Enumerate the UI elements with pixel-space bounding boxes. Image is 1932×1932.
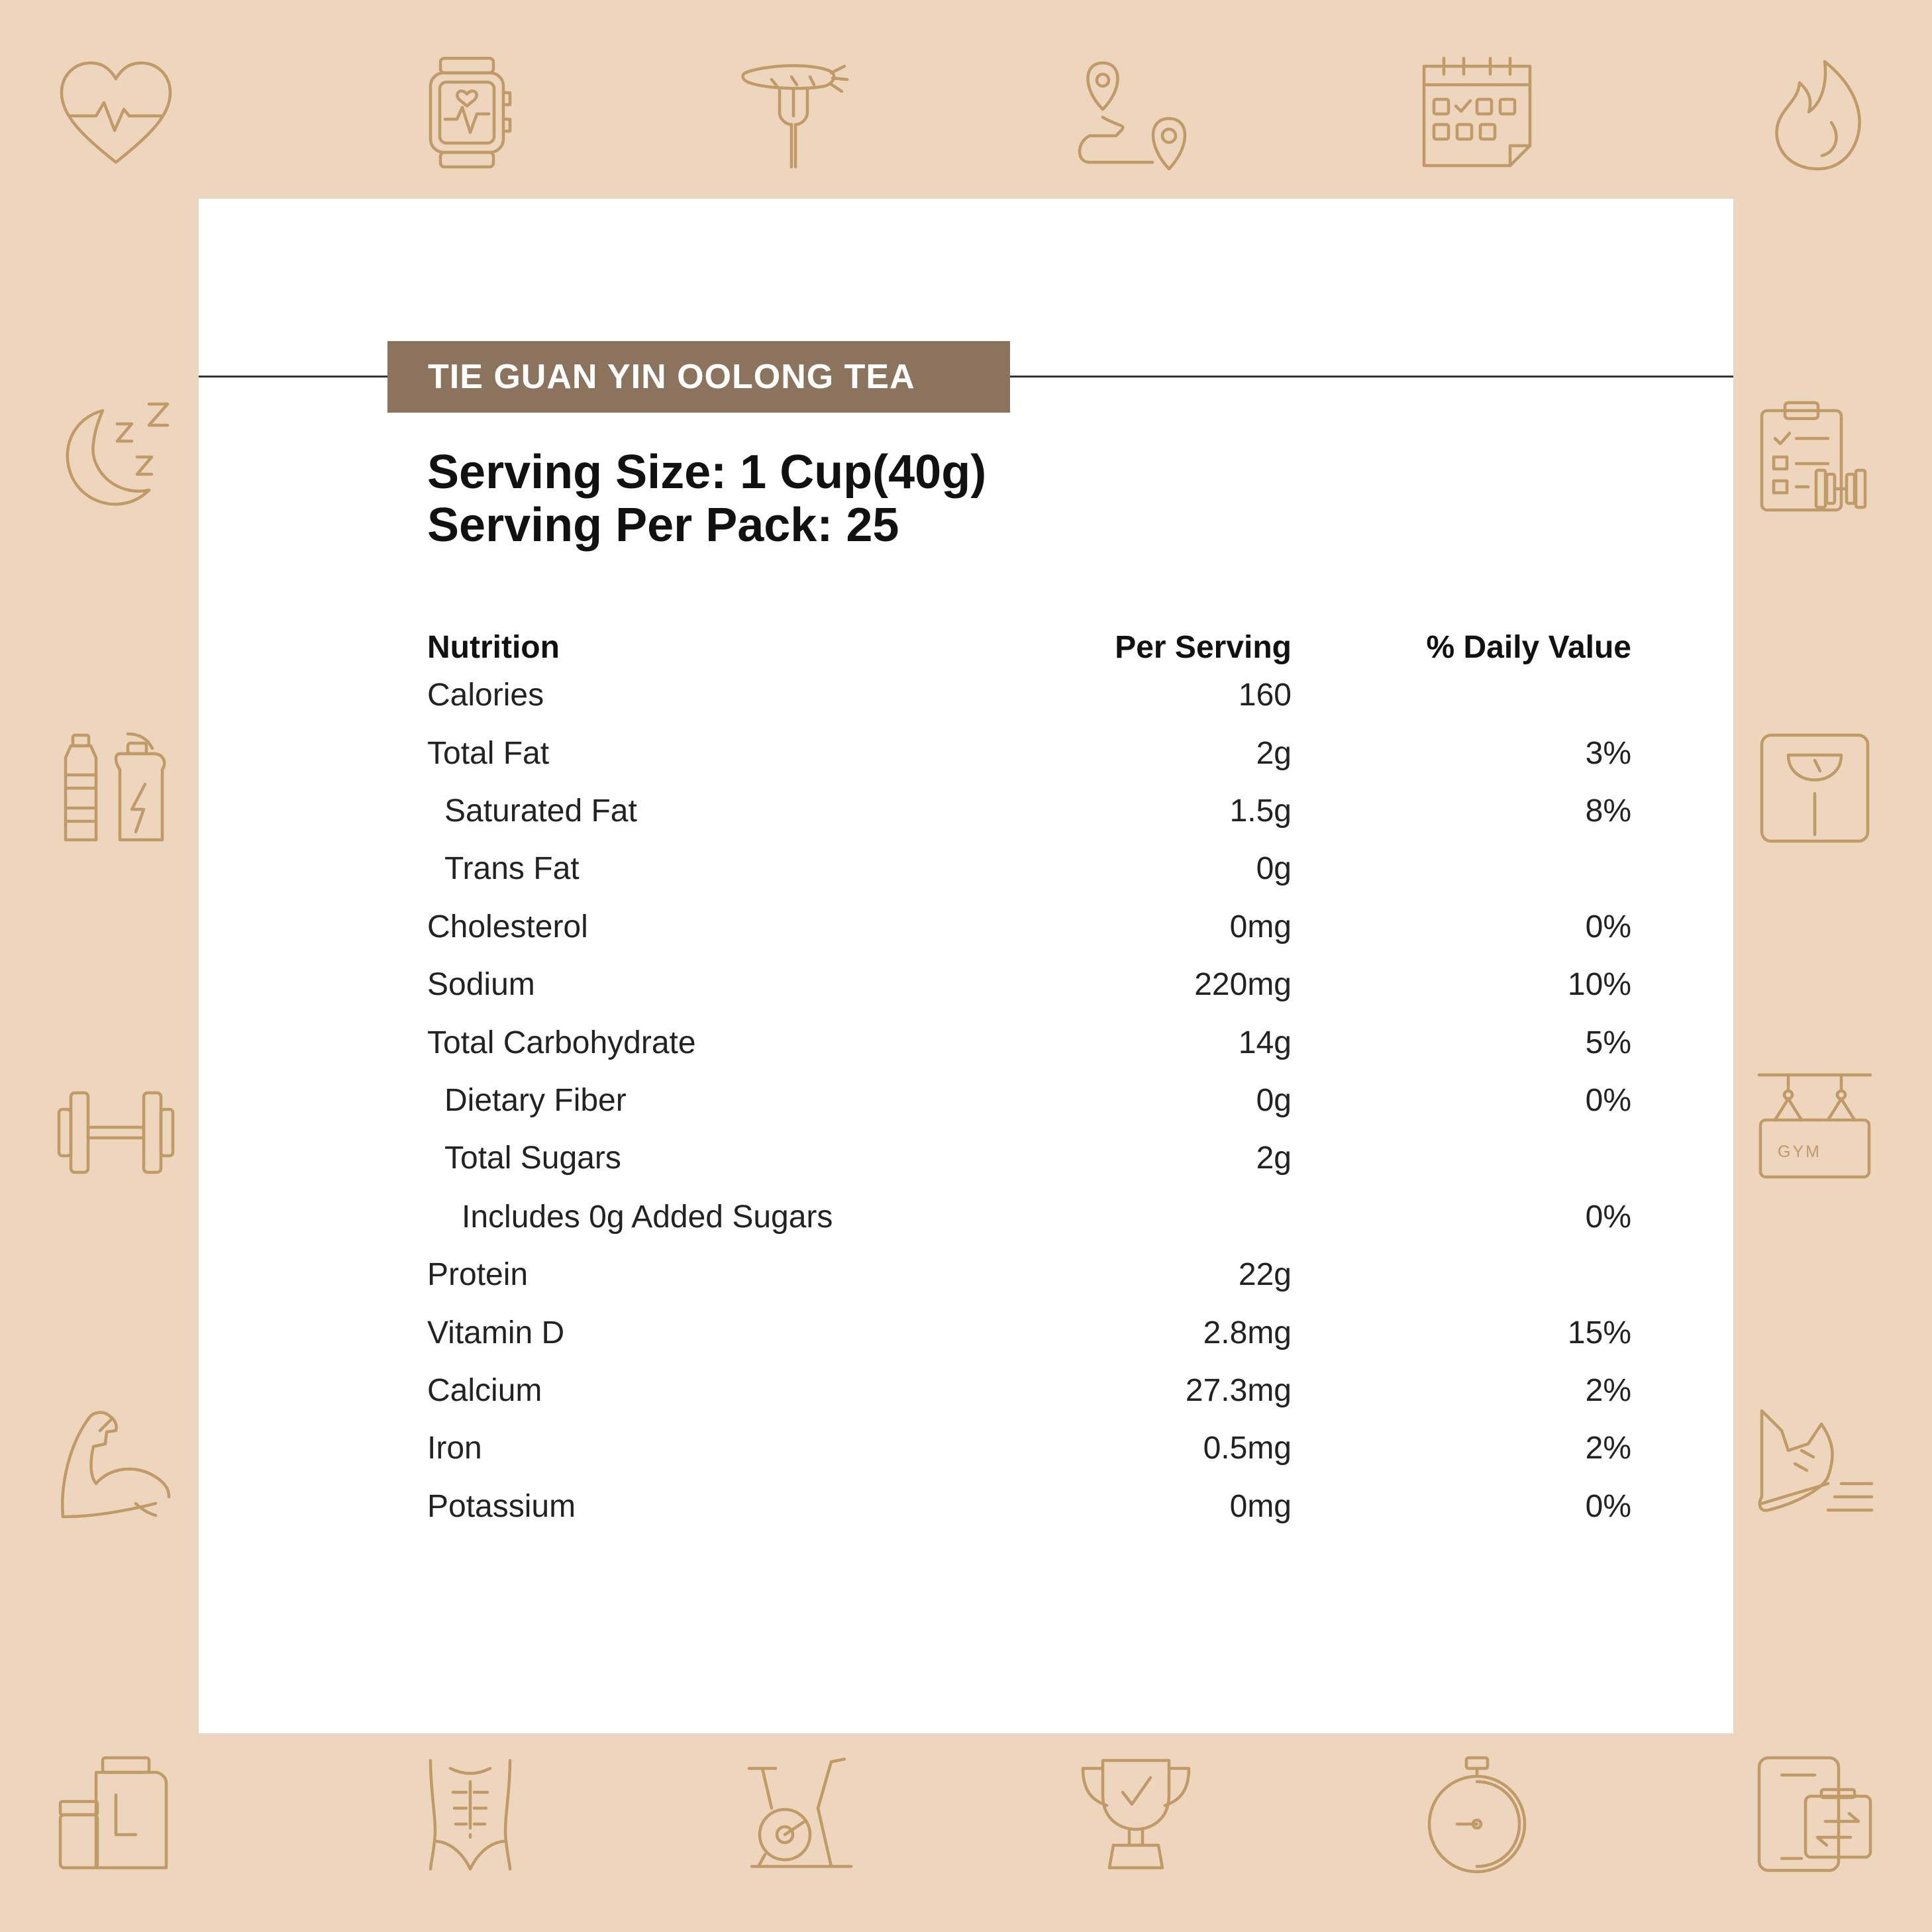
gym-sign-icon (1755, 1063, 1874, 1182)
nutrient-name: Sodium (427, 967, 535, 1002)
per-serving-value: 0.5mg (1203, 1431, 1292, 1466)
table-row (427, 1140, 1631, 1193)
nutrient-name: Potassium (427, 1489, 576, 1524)
table-row (427, 850, 1631, 903)
nutrient-name: Total Carbohydrate (427, 1025, 696, 1060)
nutrient-name: Saturated Fat (444, 793, 637, 829)
serving-size: Serving Size: 1 Cup(40g) (427, 446, 987, 499)
servings-per-pack: Serving Per Pack: 25 (427, 499, 899, 552)
smartwatch-icon (411, 53, 530, 172)
serving-info (427, 446, 986, 552)
daily-value-percent: 15% (1567, 1315, 1631, 1350)
flame-icon (1758, 56, 1878, 176)
nutrient-name: Vitamin D (427, 1315, 565, 1350)
per-serving-value: 1.5g (1229, 793, 1292, 829)
daily-value-percent: 5% (1585, 1025, 1631, 1060)
calendar-icon (1417, 53, 1537, 172)
table-row (427, 1256, 1631, 1309)
fitness-app-icon (1755, 1755, 1874, 1874)
table-row (427, 1488, 1631, 1541)
header-daily-value: % Daily Value (1426, 630, 1631, 665)
nutrition-card (199, 199, 1733, 1733)
daily-value-percent: 8% (1585, 793, 1631, 829)
daily-value-percent: 3% (1585, 736, 1631, 771)
table-row (427, 793, 1631, 846)
nutrient-name: Calories (427, 678, 544, 713)
table-row (427, 909, 1631, 962)
sleep-moon-icon (56, 397, 176, 517)
per-serving-value: 22g (1238, 1257, 1292, 1292)
workout-plan-icon (1755, 397, 1874, 517)
table-header (427, 629, 1631, 682)
per-serving-value: 160 (1238, 678, 1292, 713)
nutrient-name: Total Fat (427, 736, 550, 771)
daily-value-percent: 2% (1585, 1431, 1631, 1466)
header-nutrition: Nutrition (427, 630, 560, 665)
nutrient-name: Cholesterol (427, 909, 588, 944)
per-serving-value: 2g (1256, 736, 1292, 771)
table-row (427, 1025, 1631, 1078)
daily-value-percent: 10% (1567, 967, 1631, 1002)
nutrient-name: Total Sugars (444, 1141, 621, 1176)
supplement-jars-icon (56, 1755, 176, 1874)
per-serving-value: 0g (1256, 1083, 1292, 1118)
per-serving-value: 0mg (1229, 1489, 1292, 1524)
abs-torso-icon (411, 1755, 530, 1874)
table-row (427, 1199, 1631, 1252)
heart-rate-icon (56, 56, 176, 176)
running-shoe-icon (1755, 1404, 1874, 1523)
table-row (427, 1315, 1631, 1368)
dumbbell-icon (56, 1073, 176, 1192)
per-serving-value: 27.3mg (1185, 1373, 1292, 1408)
table-row (427, 966, 1631, 1019)
water-bottles-icon (56, 729, 176, 848)
header-per-serving: Per Serving (1115, 630, 1292, 665)
per-serving-value: 220mg (1194, 967, 1292, 1002)
nutrient-name: Dietary Fiber (444, 1083, 627, 1118)
per-serving-value: 2g (1256, 1141, 1292, 1176)
table-row (427, 735, 1631, 788)
product-title: TIE GUAN YIN OOLONG TEA (387, 341, 1010, 413)
route-map-icon (1076, 56, 1195, 176)
daily-value-percent: 0% (1585, 1199, 1631, 1235)
nutrient-name: Protein (427, 1257, 529, 1292)
flexed-arm-icon (56, 1404, 176, 1523)
per-serving-value: 2.8mg (1203, 1315, 1292, 1350)
scale-icon (1755, 729, 1874, 848)
daily-value-percent: 0% (1585, 1083, 1631, 1118)
nutrient-name: Iron (427, 1431, 482, 1466)
trophy-icon (1076, 1755, 1195, 1874)
nutrient-name: Calcium (427, 1373, 542, 1408)
daily-value-percent: 0% (1585, 1489, 1631, 1524)
nutrient-name: Trans Fat (444, 851, 580, 886)
exercise-bike-icon (738, 1755, 858, 1874)
table-row (427, 1430, 1631, 1483)
daily-value-percent: 2% (1585, 1373, 1631, 1408)
table-row (427, 1372, 1631, 1425)
per-serving-value: 0mg (1229, 909, 1292, 944)
nutrient-name: Includes 0g Added Sugars (462, 1199, 833, 1235)
per-serving-value: 0g (1256, 851, 1292, 886)
stopwatch-icon (1417, 1755, 1537, 1874)
daily-value-percent: 0% (1585, 909, 1631, 944)
per-serving-value: 14g (1238, 1025, 1292, 1060)
gym-sign-text: GYM (1778, 1143, 1821, 1161)
table-row (427, 1082, 1631, 1135)
table-row (427, 677, 1631, 730)
fork-carrot-icon (738, 53, 858, 172)
